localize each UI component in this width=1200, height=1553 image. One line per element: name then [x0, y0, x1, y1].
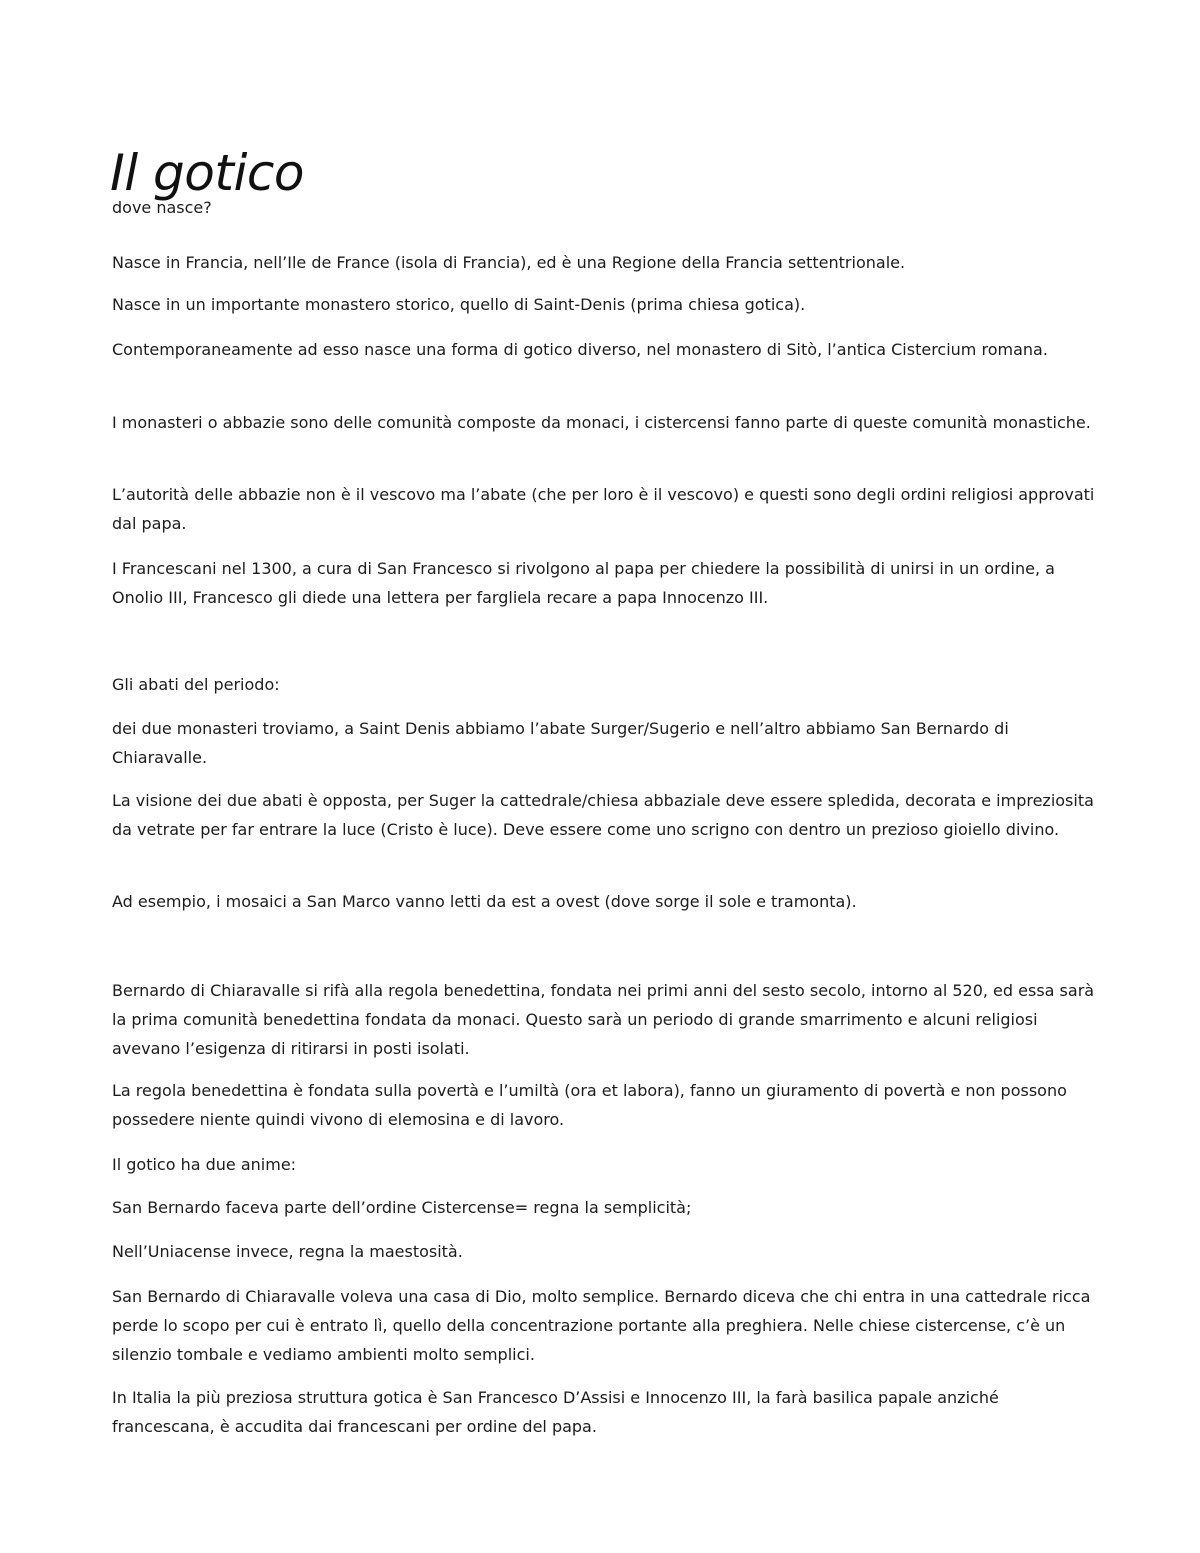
- paragraph-italia: In Italia la più preziosa struttura gotica è San Francesco D’Assisi e Innocenzo III, la farà basilica papale anziché francescana, è accudita dai francescani per ordine del papa.: [112, 1388, 999, 1436]
- paragraph-origin: Nasce in Francia, nell’Ile de France (isola di Francia), ed è una Regione della Francia settentrionale.: [112, 253, 906, 272]
- paragraph-abati-heading: Gli abati del periodo:: [112, 675, 280, 694]
- paragraph-monasteri: I monasteri o abbazie sono delle comunità composte da monaci, i cistercensi fanno parte di queste comunità monastiche.: [112, 413, 1091, 432]
- paragraph-saint-denis: Nasce in un importante monastero storico, quello di Saint-Denis (prima chiesa gotica).: [112, 295, 806, 314]
- paragraph-due-anime: Il gotico ha due anime:: [112, 1155, 297, 1174]
- document-title: Il gotico: [110, 144, 304, 202]
- paragraph-bernardo-regola: Bernardo di Chiaravalle si rifà alla regola benedettina, fondata nei primi anni del sesto secolo, intorno al 520, ed essa sarà la prima comunità benedettina fondata da monaci. Questo sarà un periodo di grande smarrimento e alcuni religiosi avevano l’esigenza di ritirarsi in posti isolati.: [112, 981, 1095, 1058]
- paragraph-question: dove nasce?: [112, 198, 212, 217]
- paragraph-autorita: L’autorità delle abbazie non è il vescovo ma l’abate (che per loro è il vescovo) e questi sono degli ordini religiosi approvati dal papa.: [112, 485, 1095, 533]
- paragraph-cistercense: San Bernardo faceva parte dell’ordine Cistercense= regna la semplicità;: [112, 1198, 692, 1217]
- paragraph-uniacense: Nell’Uniacense invece, regna la maestosità.: [112, 1242, 463, 1261]
- paragraph-due-monasteri: dei due monasteri troviamo, a Saint Denis abbiamo l’abate Surger/Sugerio e nell’altro abbiamo San Bernardo di Chiaravalle.: [112, 719, 1009, 767]
- paragraph-cistercium: Contemporaneamente ad esso nasce una forma di gotico diverso, nel monastero di Sitò, l’antica Cistercium romana.: [112, 340, 1048, 359]
- paragraph-mosaici: Ad esempio, i mosaici a San Marco vanno letti da est a ovest (dove sorge il sole e tramonta).: [112, 892, 857, 911]
- paragraph-casa-di-dio: San Bernardo di Chiaravalle voleva una casa di Dio, molto semplice. Bernardo diceva che chi entra in una cattedrale ricca perde lo scopo per cui è entrato lì, quello della concentrazione portante alla preghiera. Nelle chiese cistercense, c’è un silenzio tombale e vediamo ambienti molto semplici.: [112, 1287, 1091, 1364]
- paragraph-regola-benedettina: La regola benedettina è fondata sulla povertà e l’umiltà (ora et labora), fanno un giuramento di povertà e non possono possedere niente quindi vivono di elemosina e di lavoro.: [112, 1081, 1067, 1129]
- paragraph-francescani: I Francescani nel 1300, a cura di San Francesco si rivolgono al papa per chiedere la possibilità di unirsi in un ordine, a Onolio III, Francesco gli diede una lettera per fargliela recare a papa Innocenzo III.: [112, 559, 1055, 607]
- paragraph-visione: La visione dei due abati è opposta, per Suger la cattedrale/chiesa abbaziale deve essere spledida, decorata e impreziosita da vetrate per far entrare la luce (Cristo è luce). Deve essere come uno scrigno con dentro un prezioso gioiello divino.: [112, 791, 1094, 839]
